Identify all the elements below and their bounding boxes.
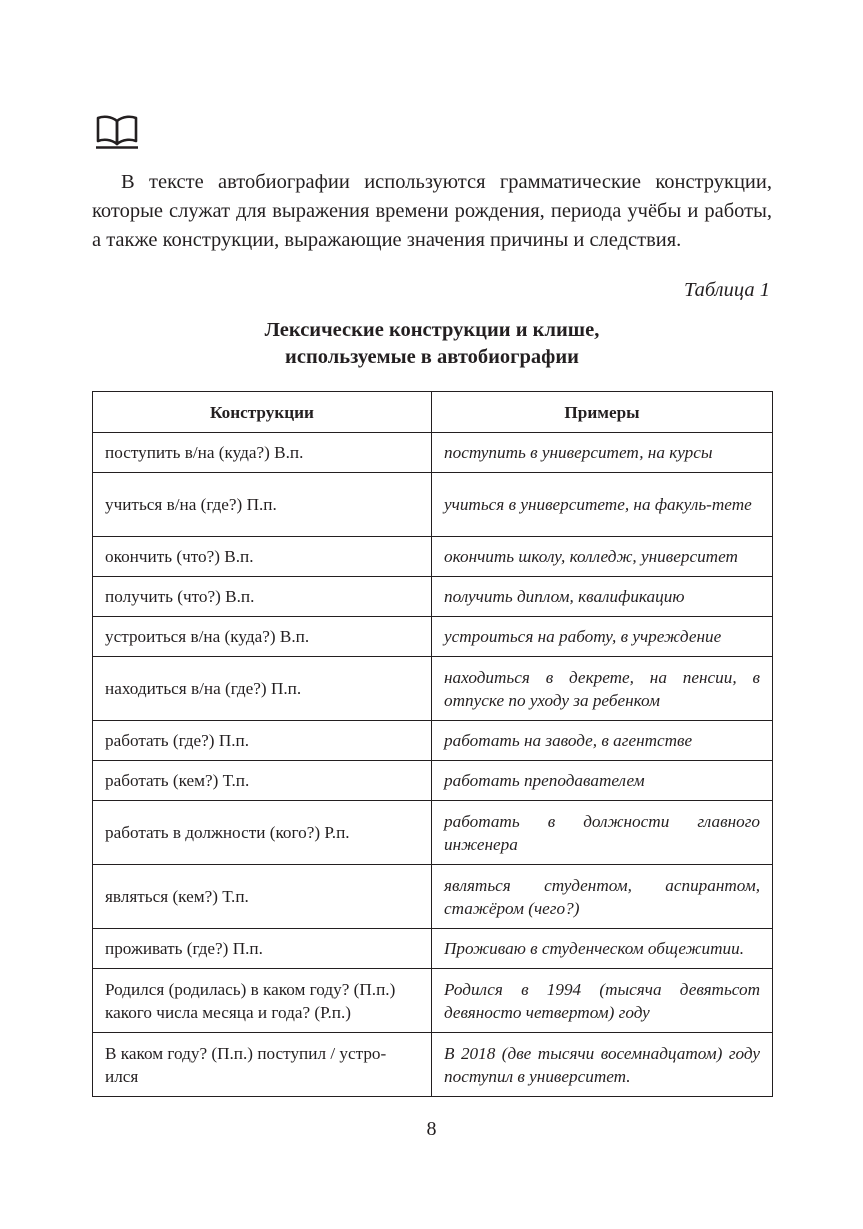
table-row [93, 577, 773, 617]
example-cell: учиться в университете, на факуль-тете [432, 473, 773, 537]
table-row [93, 969, 773, 1033]
example-cell: В 2018 (две тысячи восемнадцатом) году поступил в университет. [432, 1033, 773, 1097]
page-number: 8 [426, 1118, 437, 1140]
constructions-table [92, 391, 773, 1097]
construction-cell: окончить (что?) В.п. [93, 537, 432, 577]
construction-cell: работать (где?) П.п. [93, 721, 432, 761]
table-row [93, 433, 773, 473]
construction-cell: получить (что?) В.п. [93, 577, 432, 617]
construction-cell: являться (кем?) Т.п. [93, 865, 432, 929]
table-row [93, 617, 773, 657]
table-title [92, 317, 772, 371]
open-book-icon [95, 112, 139, 150]
table-row [93, 1033, 773, 1097]
table-label: Таблица 1 [683, 279, 770, 301]
table-row [93, 657, 773, 721]
example-cell: работать на заводе, в агентстве [432, 721, 773, 761]
table-row [93, 721, 773, 761]
header-constructions: Конструкции [93, 392, 432, 433]
construction-cell: Родился (родилась) в каком году? (П.п.) какого числа месяца и года? (Р.п.) [93, 969, 432, 1033]
example-cell: устроиться на работу, в учреждение [432, 617, 773, 657]
header-examples: Примеры [432, 392, 773, 433]
example-cell: поступить в университет, на курсы [432, 433, 773, 473]
table-row [93, 537, 773, 577]
example-cell: получить диплом, квалификацию [432, 577, 773, 617]
construction-cell: поступить в/на (куда?) В.п. [93, 433, 432, 473]
example-cell: Родился в 1994 (тысяча девятьсот девяносто четвертом) году [432, 969, 773, 1033]
construction-cell: находиться в/на (где?) П.п. [93, 657, 432, 721]
example-cell: работать в должности главного инженера [432, 801, 773, 865]
table-row [93, 929, 773, 969]
table-title-line-2: используемые в автобиографии [285, 346, 579, 368]
example-cell: Проживаю в студенческом общежитии. [432, 929, 773, 969]
construction-cell: устроиться в/на (куда?) В.п. [93, 617, 432, 657]
example-cell: являться студентом, аспирантом, стажёром (чего?) [432, 865, 773, 929]
table-row [93, 761, 773, 801]
construction-cell: работать в должности (кого?) Р.п. [93, 801, 432, 865]
example-cell: находиться в декрете, на пенсии, в отпуске по уходу за ребенком [432, 657, 773, 721]
example-cell: работать преподавателем [432, 761, 773, 801]
construction-cell: учиться в/на (где?) П.п. [93, 473, 432, 537]
table-header-row [93, 392, 773, 433]
construction-cell: проживать (где?) П.п. [93, 929, 432, 969]
construction-cell: В каком году? (П.п.) поступил / устро-ился [93, 1033, 432, 1097]
table-row [93, 865, 773, 929]
table-title-line-1: Лексические конструкции и клише, [264, 319, 600, 341]
intro-paragraph: В тексте автобиографии используются грамматические конструкции, которые служат для выражения времени рождения, периода учёбы и работы, а также конструкции, выражающие значения причины и следствия. [92, 171, 772, 251]
table-row [93, 473, 773, 537]
construction-cell: работать (кем?) Т.п. [93, 761, 432, 801]
table-row [93, 801, 773, 865]
example-cell: окончить школу, колледж, университет [432, 537, 773, 577]
